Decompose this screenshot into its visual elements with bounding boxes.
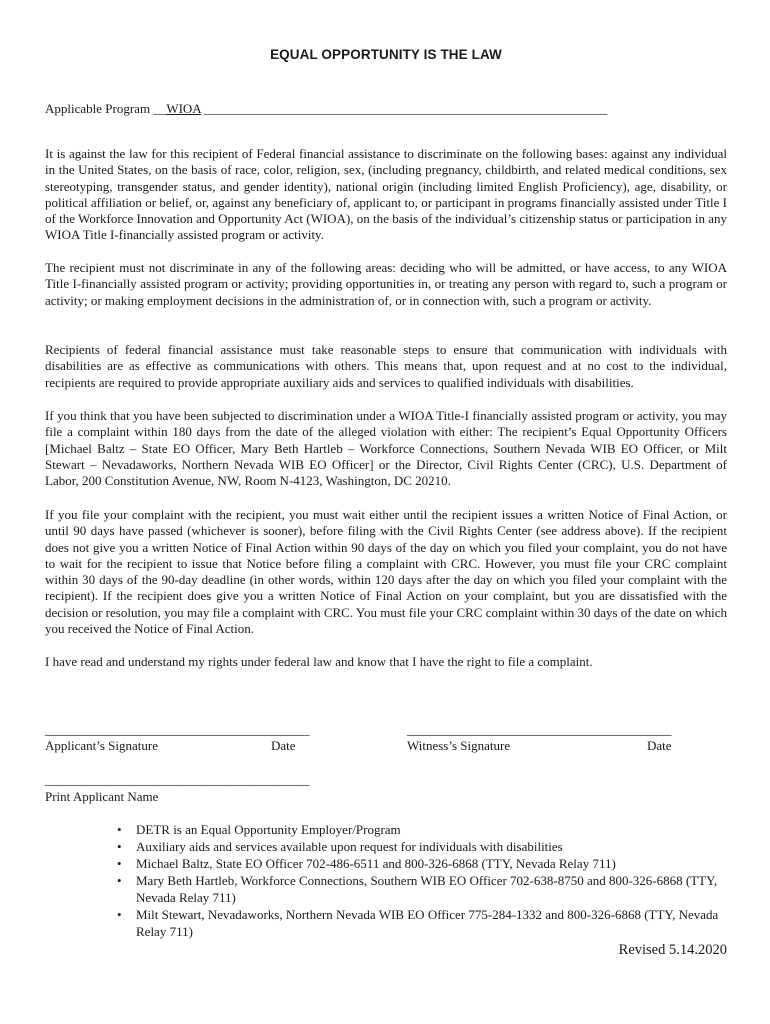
applicable-program-blank: ______________________________________________________________	[200, 101, 608, 116]
bullet-text: DETR is an Equal Opportunity Employer/Program	[136, 822, 401, 837]
bullet-text: Milt Stewart, Nevadaworks, Northern Nevada WIB EO Officer 775-284-1332 and 800-326-6868 (TTY, Nevada Relay 711)	[136, 907, 719, 939]
list-item	[117, 838, 729, 855]
bullet-text: Michael Baltz, State EO Officer 702-486-6511 and 800-326-6868 (TTY, Nevada Relay 711)	[136, 856, 616, 871]
revision-date: Revised 5.14.2020	[618, 942, 727, 958]
bullet-icon: •	[117, 873, 122, 888]
applicable-program-value: WIOA	[166, 101, 201, 116]
list-item	[117, 906, 729, 940]
bullet-icon: •	[117, 856, 122, 871]
paragraph-acknowledgement: I have read and understand my rights under federal law and know that I have the right to file a complaint.	[45, 654, 593, 669]
applicant-signature-label: Applicant’s Signature	[45, 738, 159, 753]
applicant-date-label: Date	[271, 738, 296, 753]
applicant-signature-line[interactable]: ____________________________________________	[45, 722, 309, 737]
paragraph-areas: The recipient must not discriminate in any of the following areas: deciding who will be admitted, or have access, to any WIOA Title I-financially assisted program or activity; providing opportunities in, or treating any person with regard to, such a program or activity; or making employment decisions in the administration of, or in connection with, such a program or activity.	[45, 260, 727, 308]
paragraph-complaint-procedure: If you file your complaint with the recipient, you must wait either until the recipient issues a written Notice of Final Action, or until 90 days have passed (whichever is sooner), before filing with the Civil Rights Center (see address above). If the recipient does not give you a written Notice of Final Action within 90 days of the day on which you filed your complaint, you do not have to wait for the recipient to issue that Notice before filing a complaint with CRC. However, you must file your CRC complaint within 30 days of the 90-day deadline (in other words, within 120 days after the day on which you filed your complaint with the recipient). If the recipient does give you a written Notice of Final Action on your complaint, but you are dissatisfied with the decision or resolution, you may file a complaint with CRC. You must file your CRC complaint within 30 days of the date on which you received the Notice of Final Action.	[45, 507, 727, 637]
bullet-icon: •	[117, 822, 122, 837]
document-title: EQUAL OPPORTUNITY IS THE LAW	[270, 47, 502, 62]
witness-signature-line[interactable]: ____________________________________________	[407, 722, 671, 737]
contact-bullet-list	[117, 821, 729, 940]
paragraph-eligibility: It is against the law for this recipient of Federal financial assistance to discriminate on the following bases: against any individual in the United States, on the basis of race, color, religion, sex, (including pregnancy, childbirth, and related medical conditions, sex stereotyping, transgender status, and gender identity), national origin (including limited English Proficiency), age, disability, or political affiliation or belief, or, against any beneficiary of, applicant to, or participant in programs financially assisted under Title I of the Workforce Innovation and Opportunity Act (WIOA), on the basis of the individual’s citizenship status or participation in any WIOA Title I-financially assisted program or activity.	[45, 146, 727, 243]
paragraph-auxiliary-aids: Recipients of federal financial assistance must take reasonable steps to ensure that communication with individuals with disabilities are as effective as communications with others. This means that, upon request and at no cost to the individual, recipients are required to provide appropriate auxiliary aids and services to qualified individuals with disabilities.	[45, 342, 727, 390]
bullet-icon: •	[117, 907, 122, 922]
bullet-icon: •	[117, 839, 122, 854]
list-item	[117, 855, 729, 872]
print-name-line[interactable]: ____________________________________________	[45, 772, 309, 787]
applicable-program-label: Applicable Program __	[45, 101, 167, 116]
bullet-text: Auxiliary aids and services available upon request for individuals with disabilities	[136, 839, 563, 854]
witness-signature-label: Witness’s Signature	[407, 738, 511, 753]
bullet-text: Mary Beth Hartleb, Workforce Connections, Southern WIB EO Officer 702-638-8750 and 800-326-6868 (TTY, Nevada Relay 711)	[136, 873, 718, 905]
list-item	[117, 872, 729, 906]
print-name-label: Print Applicant Name	[45, 789, 159, 804]
paragraph-file-complaint: If you think that you have been subjected to discrimination under a WIOA Title-I financially assisted program or activity, you may file a complaint within 180 days from the date of the alleged violation with either: The recipient’s Equal Opportunity Officers [Michael Baltz – State EO Officer, Mary Beth Hartleb – Workforce Connections, Southern Nevada WIB EO Officer, or Milt Stewart – Nevadaworks, Northern Nevada WIB EO Officer] or the Director, Civil Rights Center (CRC), U.S. Department of Labor, 200 Constitution Avenue, NW, Room N-4123, Washington, DC 20210.	[45, 408, 727, 489]
witness-date-label: Date	[647, 738, 672, 753]
list-item	[117, 821, 729, 838]
applicable-program-line	[45, 101, 607, 117]
